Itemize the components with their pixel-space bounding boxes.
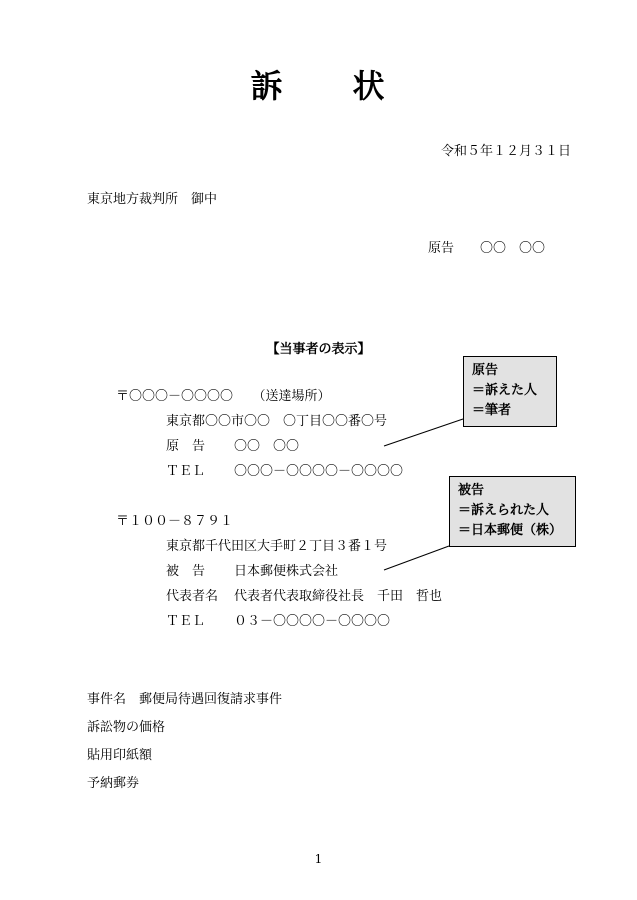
defendant-callout-line-2: ＝訴えられた人 xyxy=(458,503,550,518)
plaintiff-callout-line-2: ＝訴えた人 xyxy=(472,383,538,398)
plaintiff-callout-line-3: ＝筆者 xyxy=(472,403,512,418)
defendant-address: 東京都千代田区大手町２丁目３番１号 xyxy=(166,539,388,554)
claim-value: 訴訟物の価格 xyxy=(87,720,166,735)
defendant-role-label: 被 告 xyxy=(166,564,206,579)
filing-date: 令和５年１２月３１日 xyxy=(441,144,572,159)
postage-stamps: 予納郵券 xyxy=(87,776,140,791)
defendant-callout-line-1: 被告 xyxy=(458,483,485,498)
plaintiff-tel-label: ＴＥＬ xyxy=(166,464,206,479)
defendant-rep-label: 代表者名 xyxy=(166,589,219,604)
document-title: 訴 状 xyxy=(250,67,387,105)
defendant-postal: 〒１００－８７９１ xyxy=(116,514,234,529)
court-addressee: 東京地方裁判所 御中 xyxy=(87,192,218,207)
plaintiff-callout-line-1: 原告 xyxy=(472,363,499,378)
defendant-callout-line xyxy=(384,546,449,570)
plaintiff-signature: 原告 〇〇 〇〇 xyxy=(428,241,546,256)
defendant-callout-line-3: ＝日本郵便（株） xyxy=(458,523,563,538)
plaintiff-name: 〇〇 〇〇 xyxy=(234,439,300,454)
defendant-tel-label: ＴＥＬ xyxy=(166,614,206,629)
parties-heading: 【当事者の表示】 xyxy=(266,342,371,357)
case-name: 事件名 郵便局待遇回復請求事件 xyxy=(87,692,283,707)
plaintiff-role-label: 原 告 xyxy=(166,439,206,454)
plaintiff-callout xyxy=(463,356,557,427)
plaintiff-postal: 〒〇〇〇－〇〇〇〇 （送達場所） xyxy=(116,389,331,404)
plaintiff-address: 東京都〇〇市〇〇 〇丁目〇〇番〇号 xyxy=(166,414,388,429)
defendant-tel: ０３－〇〇〇〇－〇〇〇〇 xyxy=(234,614,391,629)
page-number: 1 xyxy=(314,852,323,866)
plaintiff-callout-line xyxy=(384,419,463,446)
defendant-rep-name: 代表者代表取締役社長 千田 哲也 xyxy=(234,589,443,604)
defendant-name: 日本郵便株式会社 xyxy=(234,564,339,579)
stamp-fee: 貼用印紙額 xyxy=(87,748,153,763)
defendant-callout xyxy=(449,476,576,547)
plaintiff-tel: 〇〇〇－〇〇〇〇－〇〇〇〇 xyxy=(234,464,404,479)
